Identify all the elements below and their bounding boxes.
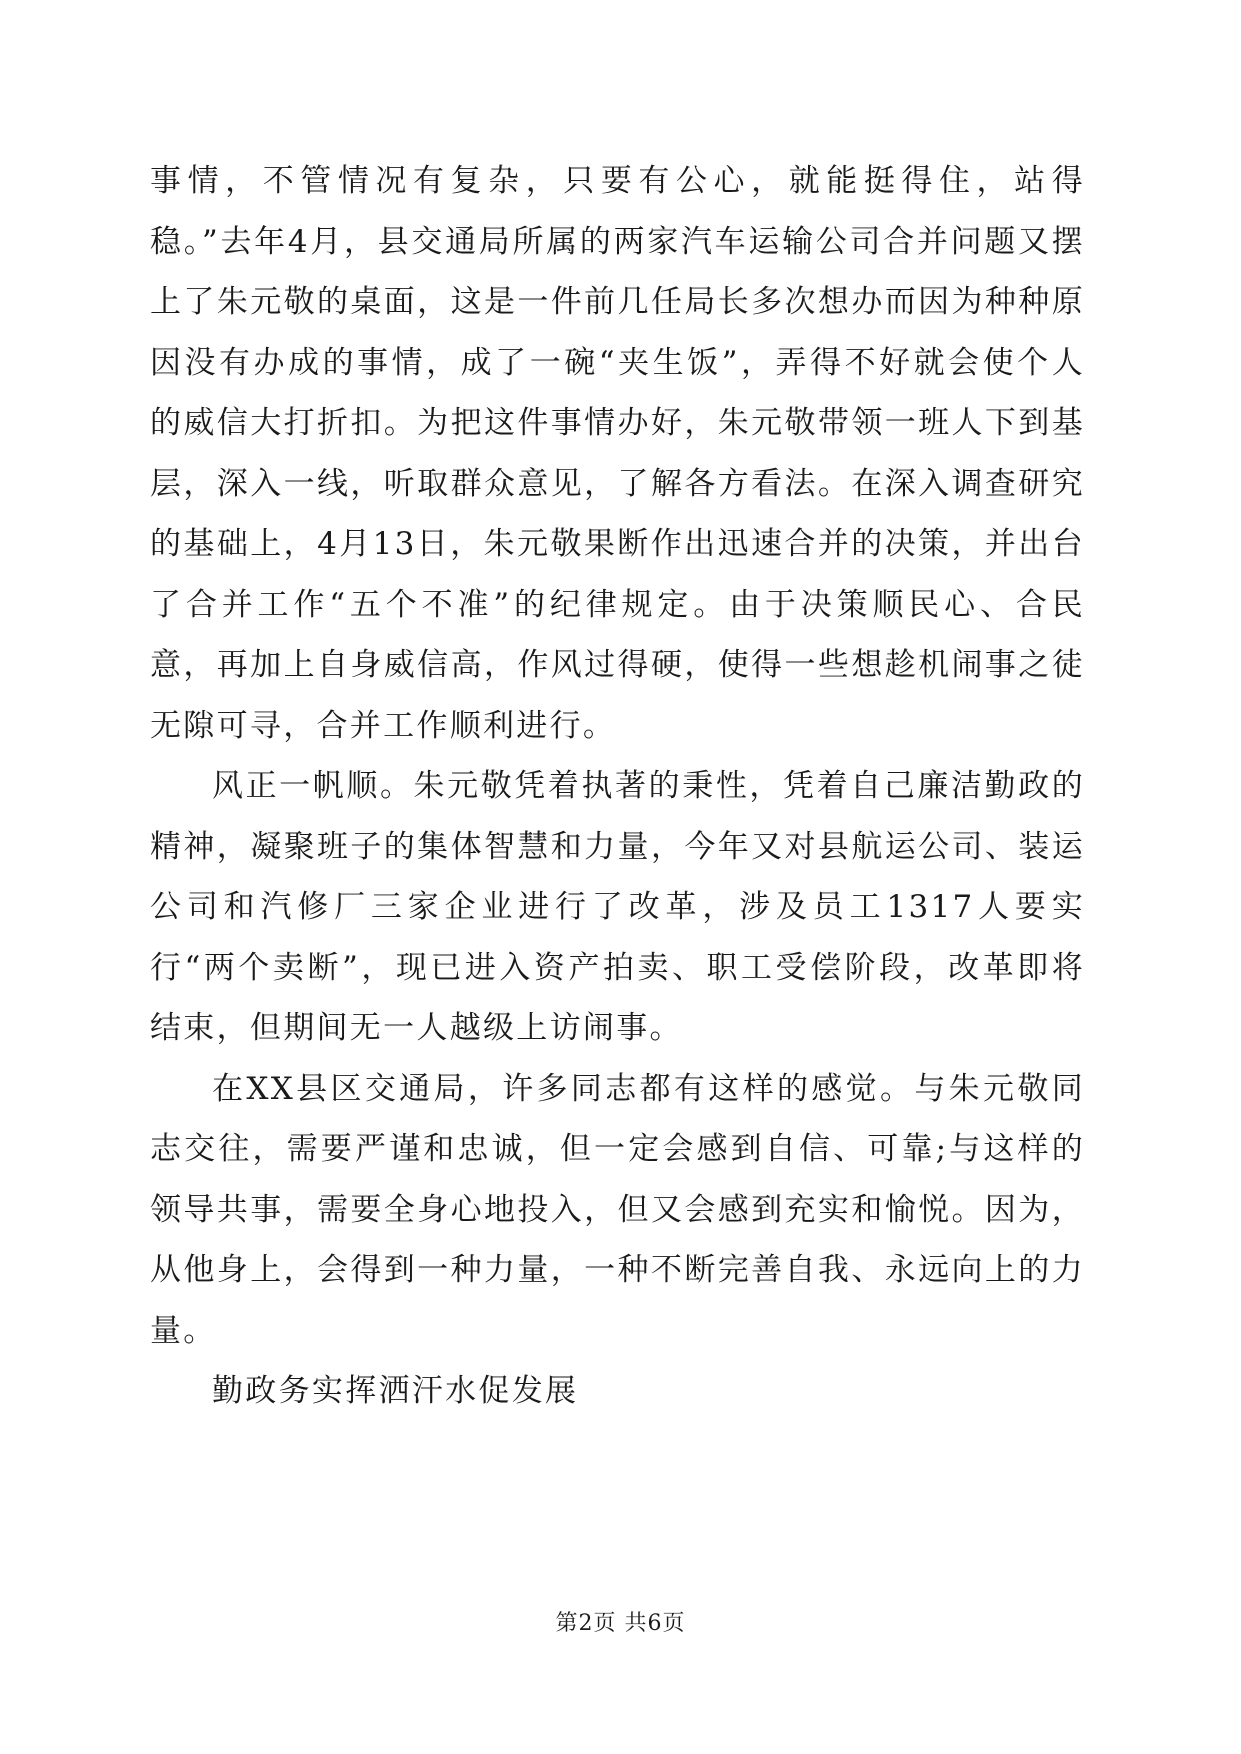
page-number-footer: 第2页 共6页	[555, 1611, 686, 1636]
paragraph-continued: 事情，不管情况有复杂，只要有公心，就能挺得住，站得稳。”去年4月，县交通局所属的两家汽车运输公司合并问题又摆上了朱元敬的桌面，这是一件前几任局长多次想办而因为种种原因没有办成的事情，成了一碗“夹生饭”，弄得不好就会使个人的威信大打折扣。为把这件事情办好，朱元敬带领一班人下到基层，深入一线，听取群众意见，了解各方看法。在深入调查研究的基础上，4月13日，朱元敬果断作出迅速合并的决策，并出台了合并工作“五个不准”的纪律规定。由于决策顺民心、合民意，再加上自身威信高，作风过得硬，使得一些想趁机闹事之徒无隙可寻，合并工作顺利进行。	[150, 163, 1085, 744]
paragraph-reform: 风正一帆顺。朱元敬凭着执著的秉性，凭着自己廉洁勤政的精神，凝聚班子的集体智慧和力量，今年又对县航运公司、装运公司和汽修厂三家企业进行了改革，涉及员工1317人要实行“两个卖断”，现已进入资产拍卖、职工受偿阶段，改革即将结束，但期间无一人越级上访闹事。	[150, 768, 1085, 1046]
paragraph-colleagues: 在XX县区交通局，许多同志都有这样的感觉。与朱元敬同志交往，需要严谨和忠诚，但一定会感到自信、可靠;与这样的领导共事，需要全身心地投入，但又会感到充实和愉悦。因为，从他身上，会得到一种力量，一种不断完善自我、永远向上的力量。	[150, 1070, 1085, 1349]
document-body	[150, 151, 1085, 1422]
section-heading: 勤政务实挥洒汗水促发展	[212, 1373, 579, 1409]
